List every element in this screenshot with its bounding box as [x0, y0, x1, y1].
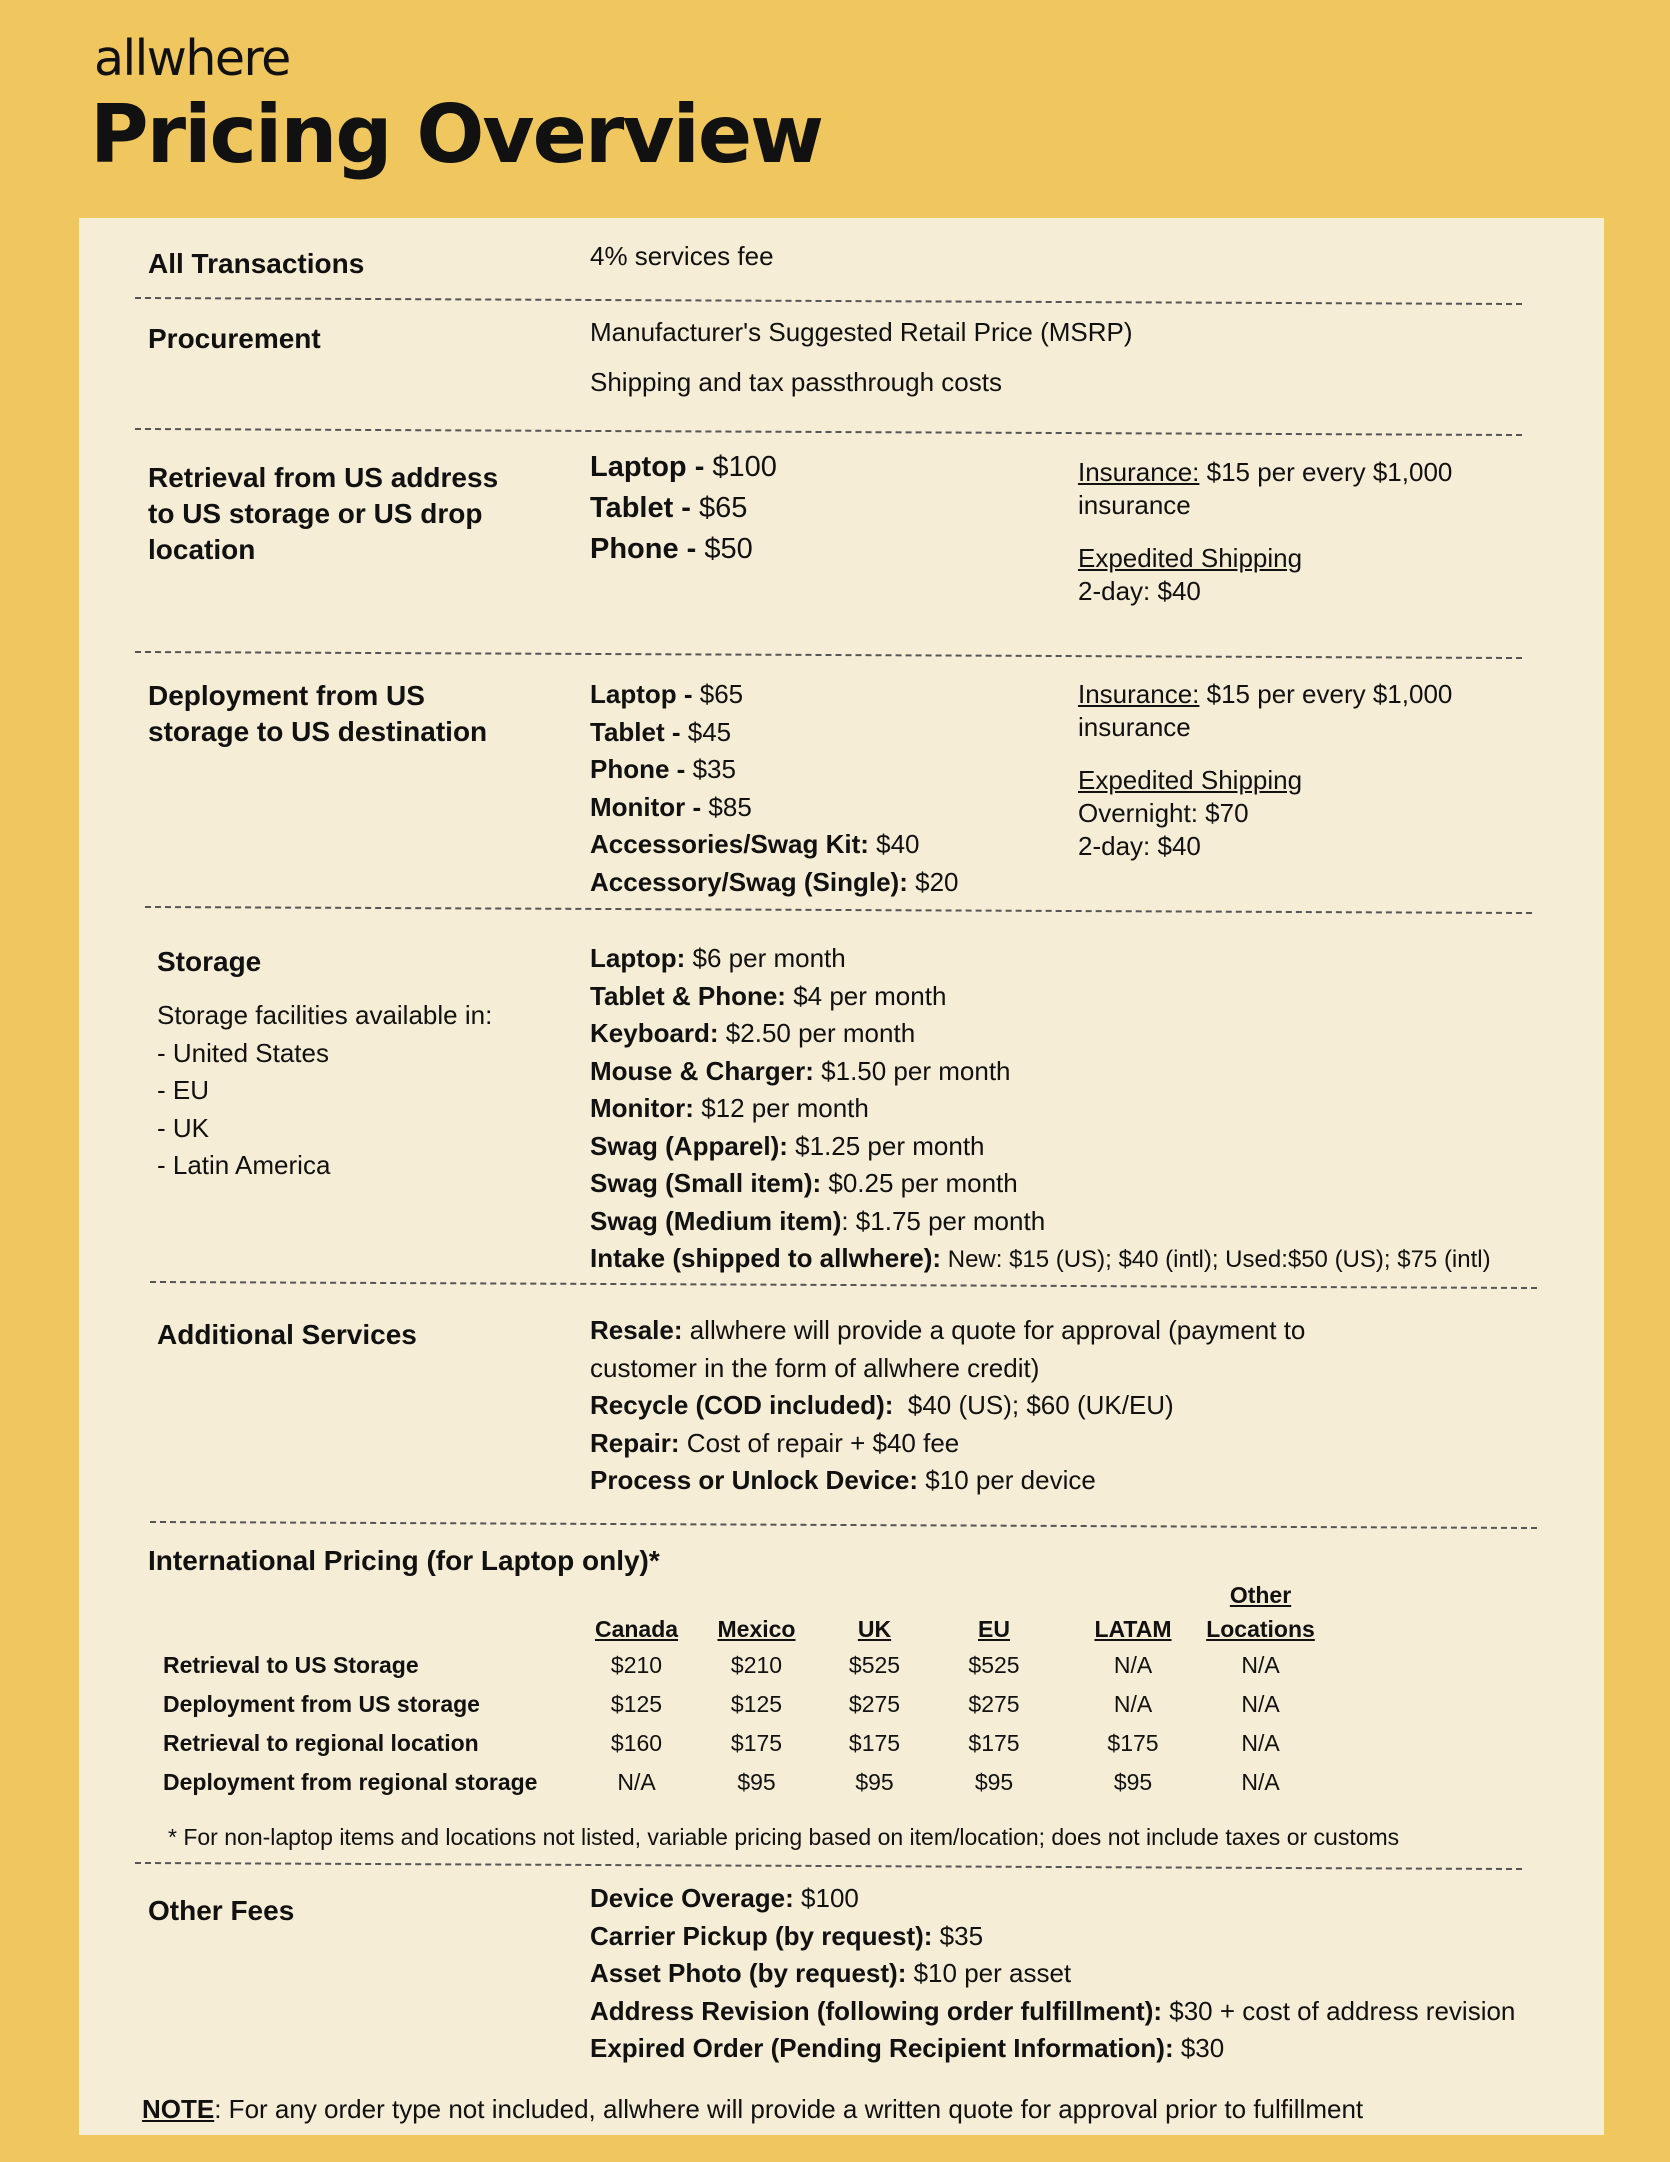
- international-footnote: * For non-laptop items and locations not listed, variable pricing based on item/location; does not include taxes or customs: [168, 1824, 1400, 1850]
- list-item: - EU: [157, 1075, 209, 1105]
- item-name: Asset Photo (by request):: [590, 1958, 907, 1988]
- list-item: [590, 1090, 1491, 1128]
- international-table: [163, 1578, 1563, 1802]
- retrieval-label-line: Retrieval from US address: [148, 462, 499, 493]
- item-price: $10 per device: [918, 1465, 1096, 1495]
- item-name: Monitor:: [590, 1093, 694, 1123]
- item-name: Carrier Pickup (by request):: [590, 1920, 933, 1951]
- additional-services-label: Additional Services: [157, 1319, 417, 1350]
- item-name: Accessory/Swag (Single):: [590, 866, 908, 897]
- row-label: Deployment from regional storage: [163, 1769, 538, 1795]
- list-item: [590, 1240, 1491, 1279]
- table-cell: $95: [855, 1769, 894, 1795]
- table-cell: N/A: [1241, 1769, 1280, 1795]
- insurance-text: $15 per every $1,000: [1199, 457, 1453, 487]
- table-cell: $275: [848, 1691, 901, 1717]
- table-cell-empty: [1319, 1685, 1563, 1724]
- intake-value: New: $15 (US); $40 (intl); Used:$50 (US); $75 (intl): [941, 1246, 1491, 1273]
- list-item: [590, 1880, 1515, 1918]
- table-cell: N/A: [1241, 1691, 1280, 1717]
- divider: [150, 1521, 1537, 1529]
- table-header-empty: [1319, 1578, 1563, 1646]
- item-price: $100: [793, 1883, 859, 1913]
- note-text: : For any order type not included, allwhere will provide a written quote for approval prior to fulfillment: [214, 2094, 1364, 2124]
- table-cell: N/A: [1241, 1730, 1280, 1756]
- column-header: Canada: [594, 1616, 679, 1642]
- pricing-card: [79, 218, 1604, 2135]
- list-item: [590, 1128, 1491, 1166]
- item-name: Swag (Small item):: [590, 1168, 822, 1198]
- storage-facilities: [157, 997, 492, 1185]
- all-transactions-value: 4% services fee: [590, 241, 774, 271]
- deployment-items: [590, 676, 959, 901]
- table-cell: $525: [848, 1652, 901, 1678]
- row-label: Retrieval to US Storage: [163, 1652, 419, 1678]
- item-name: Tablet & Phone:: [590, 980, 786, 1011]
- item-name: Laptop:: [590, 943, 686, 973]
- expedited-label: Expedited Shipping: [1078, 765, 1303, 795]
- item-price: $10 per asset: [906, 1958, 1072, 1988]
- item-price: $4 per month: [785, 980, 947, 1011]
- table-cell: $525: [968, 1652, 1020, 1678]
- page-title: Pricing Overview: [90, 88, 823, 181]
- table-cell: $95: [1113, 1769, 1153, 1795]
- table-cell: N/A: [1113, 1652, 1153, 1678]
- list-item: [590, 1462, 1305, 1500]
- storage-items: [590, 940, 1491, 1279]
- international-title: International Pricing (for Laptop only)*: [148, 1545, 660, 1576]
- list-item: customer in the form of allwhere credit): [590, 1352, 1040, 1383]
- list-item: [590, 1053, 1491, 1091]
- expedited-line: Overnight: $70: [1078, 798, 1249, 828]
- insurance-line: insurance: [1078, 712, 1191, 742]
- table-row: [163, 1724, 1563, 1763]
- item-name: Resale:: [590, 1315, 683, 1345]
- all-transactions-label: All Transactions: [148, 248, 365, 279]
- table-cell: N/A: [1241, 1652, 1280, 1678]
- note-label: NOTE: [142, 2094, 215, 2124]
- divider: [135, 1862, 1522, 1870]
- intake-label: Intake (shipped to allwhere):: [590, 1243, 942, 1273]
- item-price: $2.50 per month: [718, 1018, 916, 1048]
- item-price: $12 per month: [693, 1093, 869, 1123]
- table-row: [163, 1646, 1563, 1685]
- item-price: $30: [1173, 2033, 1225, 2063]
- item-price: $0.25 per month: [821, 1168, 1018, 1198]
- item-name: Expired Order (Pending Recipient Information):: [590, 2033, 1174, 2063]
- list-item: [590, 1955, 1515, 1993]
- list-item: [590, 1918, 1515, 1956]
- list-item: [590, 1015, 1491, 1053]
- item-price: allwhere will provide a quote for approval (payment to: [682, 1315, 1306, 1345]
- item-name: Laptop -: [590, 451, 713, 483]
- item-price: $1.25 per month: [787, 1130, 985, 1161]
- list-item: [590, 1425, 1305, 1463]
- list-item: [590, 2030, 1515, 2068]
- list-item: [590, 940, 1491, 978]
- retrieval-label: [148, 460, 498, 568]
- table-cell: $95: [737, 1769, 776, 1795]
- list-item: - UK: [157, 1112, 209, 1143]
- item-name: Keyboard:: [590, 1018, 719, 1048]
- list-item: [590, 1165, 1491, 1203]
- item-name: Mouse & Charger:: [590, 1055, 814, 1086]
- item-name: Recycle (COD included):: [590, 1390, 894, 1420]
- table-cell: N/A: [617, 1769, 656, 1795]
- list-item: [590, 447, 777, 488]
- item-name: Device Overage:: [590, 1883, 794, 1913]
- deployment-label-line: Deployment from US: [148, 680, 425, 711]
- column-header: Mexico: [717, 1616, 796, 1642]
- list-item: [590, 529, 777, 570]
- divider: [135, 651, 1522, 659]
- divider: [135, 297, 1522, 305]
- item-name: Swag (Medium item): [590, 1205, 842, 1236]
- item-price: $20: [907, 866, 959, 897]
- divider: [135, 428, 1522, 436]
- item-name: Accessories/Swag Kit:: [590, 829, 869, 859]
- column-header-line: Other: [1229, 1582, 1292, 1608]
- table-cell: $125: [610, 1691, 663, 1717]
- item-price: $35: [692, 754, 736, 784]
- table-cell: $175: [848, 1730, 901, 1756]
- divider: [150, 1281, 1537, 1289]
- list-item: [590, 488, 777, 529]
- table-cell: N/A: [1113, 1691, 1153, 1717]
- item-price: Cost of repair + $40 fee: [679, 1427, 960, 1458]
- additional-services-items: [590, 1312, 1305, 1500]
- item-name: Phone -: [590, 754, 693, 784]
- column-header: [1202, 1578, 1319, 1646]
- item-name: Tablet -: [590, 492, 700, 524]
- list-item: [590, 1312, 1305, 1350]
- list-item: [590, 714, 959, 752]
- item-name: Address Revision (following order fulfillment):: [590, 1995, 1163, 2026]
- list-item: [590, 826, 959, 864]
- insurance-label: Insurance:: [1078, 457, 1200, 487]
- procurement-label: Procurement: [148, 323, 321, 354]
- procurement-lines: [590, 314, 1133, 401]
- item-price: $85: [708, 791, 752, 822]
- column-header: UK: [857, 1616, 892, 1642]
- table-cell-empty: [1319, 1724, 1563, 1763]
- expedited-line: 2-day: $40: [1078, 831, 1201, 861]
- item-name: Repair:: [590, 1427, 680, 1458]
- expedited-label: Expedited Shipping: [1078, 543, 1303, 573]
- row-label: Retrieval to regional location: [163, 1730, 479, 1756]
- list-item: [590, 1203, 1491, 1241]
- other-fees-items: [590, 1880, 1515, 2068]
- item-name: Process or Unlock Device:: [590, 1465, 919, 1495]
- table-cell: $175: [730, 1730, 783, 1756]
- procurement-line: Manufacturer's Suggested Retail Price (MSRP): [590, 317, 1133, 347]
- deployment-label-line: storage to US destination: [148, 716, 488, 747]
- other-fees-label: Other Fees: [148, 1895, 295, 1926]
- table-header-row: [163, 1578, 1563, 1646]
- list-item: [590, 1993, 1515, 2031]
- item-price: $50: [704, 533, 753, 565]
- insurance-line: [1078, 678, 1452, 711]
- insurance-line: insurance: [1078, 490, 1191, 520]
- list-item: [590, 676, 959, 714]
- brand-logo: allwhere: [94, 30, 290, 87]
- item-name: Swag (Apparel):: [590, 1130, 788, 1161]
- column-header-line: Locations: [1206, 1616, 1315, 1642]
- column-header: LATAM: [1094, 1616, 1172, 1642]
- item-price: $40 (US); $60 (UK/EU): [893, 1390, 1174, 1420]
- item-price: $40: [868, 829, 920, 859]
- retrieval-side-info: [1078, 456, 1452, 608]
- deployment-label: [148, 678, 487, 750]
- list-item: [590, 864, 959, 902]
- item-name: Laptop -: [590, 679, 700, 709]
- item-price: $6 per month: [685, 943, 846, 973]
- table-cell-empty: [1319, 1763, 1563, 1802]
- item-price: $35: [932, 1920, 984, 1951]
- item-price: $100: [712, 451, 777, 483]
- storage-label: Storage: [157, 946, 262, 977]
- table-cell: $125: [730, 1691, 783, 1717]
- table-row: [163, 1685, 1563, 1724]
- table-row: [163, 1763, 1563, 1802]
- item-name: Monitor -: [590, 791, 709, 822]
- item-price: $1.50 per month: [813, 1055, 1011, 1086]
- table-cell: $175: [1107, 1730, 1159, 1756]
- insurance-line: [1078, 456, 1452, 489]
- table-cell: $210: [610, 1652, 663, 1678]
- deployment-side-info: [1078, 678, 1452, 863]
- column-header: EU: [978, 1616, 1010, 1642]
- insurance-label: Insurance:: [1078, 679, 1200, 709]
- list-item: - Latin America: [157, 1150, 331, 1180]
- procurement-line: Shipping and tax passthrough costs: [590, 366, 1002, 397]
- list-item: [590, 978, 1491, 1016]
- retrieval-items: [590, 447, 777, 570]
- list-item: [590, 1387, 1305, 1425]
- retrieval-label-line: to US storage or US drop: [148, 498, 483, 529]
- retrieval-label-line: location: [148, 534, 256, 565]
- table-cell: $95: [974, 1769, 1014, 1795]
- divider: [145, 906, 1532, 914]
- table-cell: $210: [730, 1652, 783, 1678]
- insurance-text: $15 per every $1,000: [1199, 679, 1453, 709]
- note: [142, 2094, 1363, 2125]
- item-price: $30 + cost of address revision: [1162, 1995, 1516, 2026]
- table-cell: $275: [968, 1691, 1020, 1717]
- item-price: $65: [699, 679, 744, 709]
- item-name: Phone -: [590, 533, 705, 565]
- table-cell: $160: [610, 1730, 663, 1756]
- item-price: $65: [699, 492, 748, 524]
- table-header-empty: [163, 1578, 585, 1646]
- list-item: [590, 751, 959, 789]
- expedited-line: 2-day: $40: [1078, 576, 1201, 606]
- item-name: Tablet -: [590, 716, 688, 747]
- list-item: - United States: [157, 1037, 329, 1068]
- row-label: Deployment from US storage: [163, 1691, 480, 1717]
- list-item: [590, 789, 959, 827]
- item-price: : $1.75 per month: [841, 1205, 1046, 1236]
- table-cell: $175: [968, 1730, 1020, 1756]
- facilities-intro: Storage facilities available in:: [157, 1000, 493, 1030]
- item-price: $45: [687, 716, 732, 747]
- table-cell-empty: [1319, 1646, 1563, 1685]
